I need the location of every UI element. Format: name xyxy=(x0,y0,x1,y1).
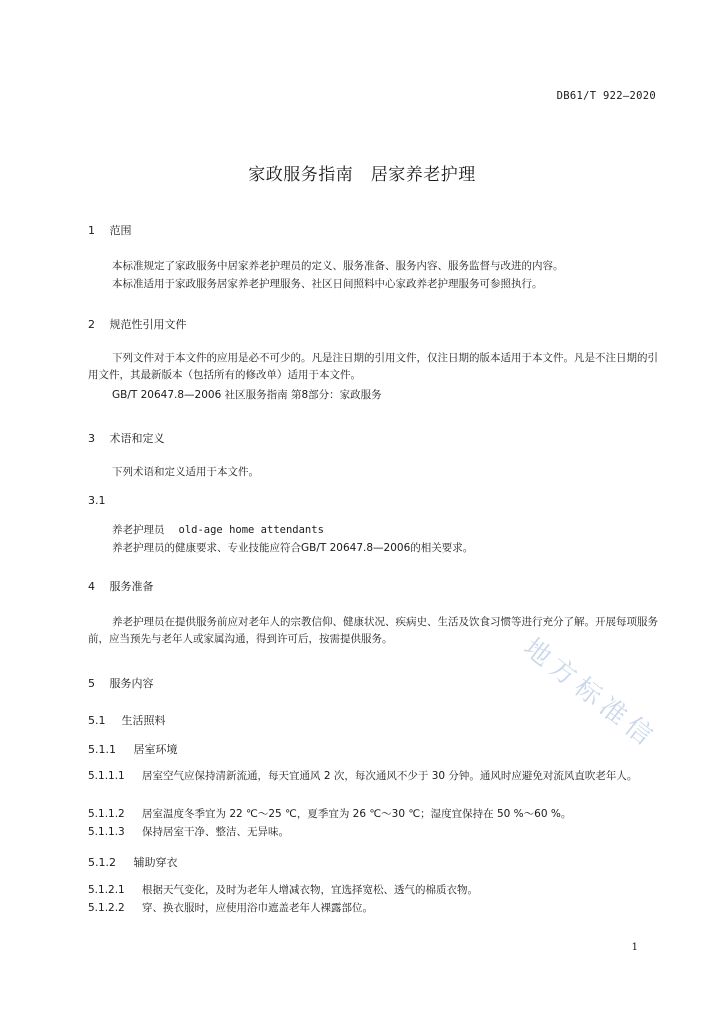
clause-5-1-2-1 xyxy=(88,882,668,899)
paragraph: 养老护理员在提供服务前应对老年人的宗教信仰、健康状况、疾病史、生活及饮食习惯等进行充分了解。开展每项服务前，应当预先与老年人或家属沟通，得到许可后，按需提供服务。 xyxy=(88,616,658,645)
section-number: 5 xyxy=(88,677,95,690)
clause-text: 居室温度冬季宜为 22 ℃～25 ℃，夏季宜为 26 ℃～30 ℃；湿度宜保持在 50 %～60 %。 xyxy=(142,808,572,820)
section-title: 术语和定义 xyxy=(109,432,165,445)
document-code: DB61/T 922—2020 xyxy=(556,90,656,102)
section-title: 规范性引用文件 xyxy=(109,318,187,331)
page-number: 1 xyxy=(631,942,638,953)
section-2-heading xyxy=(88,316,187,332)
section-title: 服务准备 xyxy=(109,580,154,593)
clause-number: 5.1.1.2 xyxy=(88,808,125,820)
document-title: 家政服务指南 居家养老护理 xyxy=(248,165,476,185)
term-definition: 养老护理员的健康要求、专业技能应符合GB/T 20647.8—2006的相关要求。 xyxy=(112,542,474,554)
subsection-title: 辅助穿衣 xyxy=(133,856,178,869)
subsection-number: 5.1.2 xyxy=(88,856,116,869)
section-title: 服务内容 xyxy=(109,677,154,690)
section-number: 3 xyxy=(88,432,95,445)
subsection-5-1-1-heading xyxy=(88,741,178,757)
watermark: 地方标准信 xyxy=(517,632,663,755)
subsection-5-1-2-heading xyxy=(88,854,178,870)
clause-5-1-1-2 xyxy=(88,806,668,823)
section-4-heading xyxy=(88,578,154,594)
section-title: 范围 xyxy=(109,224,132,237)
paragraph: 本标准规定了家政服务中居家养老护理员的定义、服务准备、服务内容、服务监督与改进的内容。 xyxy=(112,260,564,272)
paragraph: 下列文件对于本文件的应用是必不可少的。凡是注日期的引用文件，仅注日期的版本适用于本文件。凡是不注日期的引用文件，其最新版本（包括所有的修改单）适用于本文件。 xyxy=(88,352,658,381)
paragraph: 下列术语和定义适用于本文件。 xyxy=(112,466,259,478)
subsection-title: 生活照料 xyxy=(121,714,166,727)
term-entry xyxy=(88,522,668,539)
paragraph: 本标准适用于家政服务居家养老护理服务、社区日间照料中心家政养老护理服务可参照执行。 xyxy=(112,278,543,290)
clause-text: 穿、换衣服时，应使用浴巾遮盖老年人裸露部位。 xyxy=(142,902,373,914)
term-english: old-age home attendants xyxy=(178,524,324,536)
section-number: 1 xyxy=(88,224,95,237)
section-number: 4 xyxy=(88,580,95,593)
clause-number: 5.1.2.1 xyxy=(88,884,125,896)
section-1-heading xyxy=(88,222,132,238)
subsection-number: 5.1.1 xyxy=(88,743,116,756)
section-number: 2 xyxy=(88,318,95,331)
clause-5-1-1-1 xyxy=(88,768,668,785)
section-3-heading xyxy=(88,430,165,446)
subsection-number: 5.1 xyxy=(88,714,106,727)
subsection-number: 3.1 xyxy=(88,494,106,507)
clause-text: 居室空气应保持清新流通，每天宜通风 2 次，每次通风不少于 30 分钟。通风时应避免对流风直吹老年人。 xyxy=(142,770,638,782)
clause-text: 根据天气变化，及时为老年人增减衣物，宜选择宽松、透气的棉质衣物。 xyxy=(142,884,478,896)
subsection-5-1-heading xyxy=(88,712,166,728)
clause-number: 5.1.1.3 xyxy=(88,826,125,838)
subsection-title: 居室环境 xyxy=(133,743,178,756)
clause-number: 5.1.1.1 xyxy=(88,770,125,782)
normative-reference: GB/T 20647.8—2006 社区服务指南 第8部分：家政服务 xyxy=(112,389,382,401)
clause-5-1-2-2 xyxy=(88,900,668,917)
clause-5-1-1-3 xyxy=(88,824,668,841)
clause-text: 保持居室干净、整洁、无异味。 xyxy=(142,826,289,838)
term-chinese: 养老护理员 xyxy=(112,524,165,536)
clause-number: 5.1.2.2 xyxy=(88,902,125,914)
section-5-heading xyxy=(88,675,154,691)
